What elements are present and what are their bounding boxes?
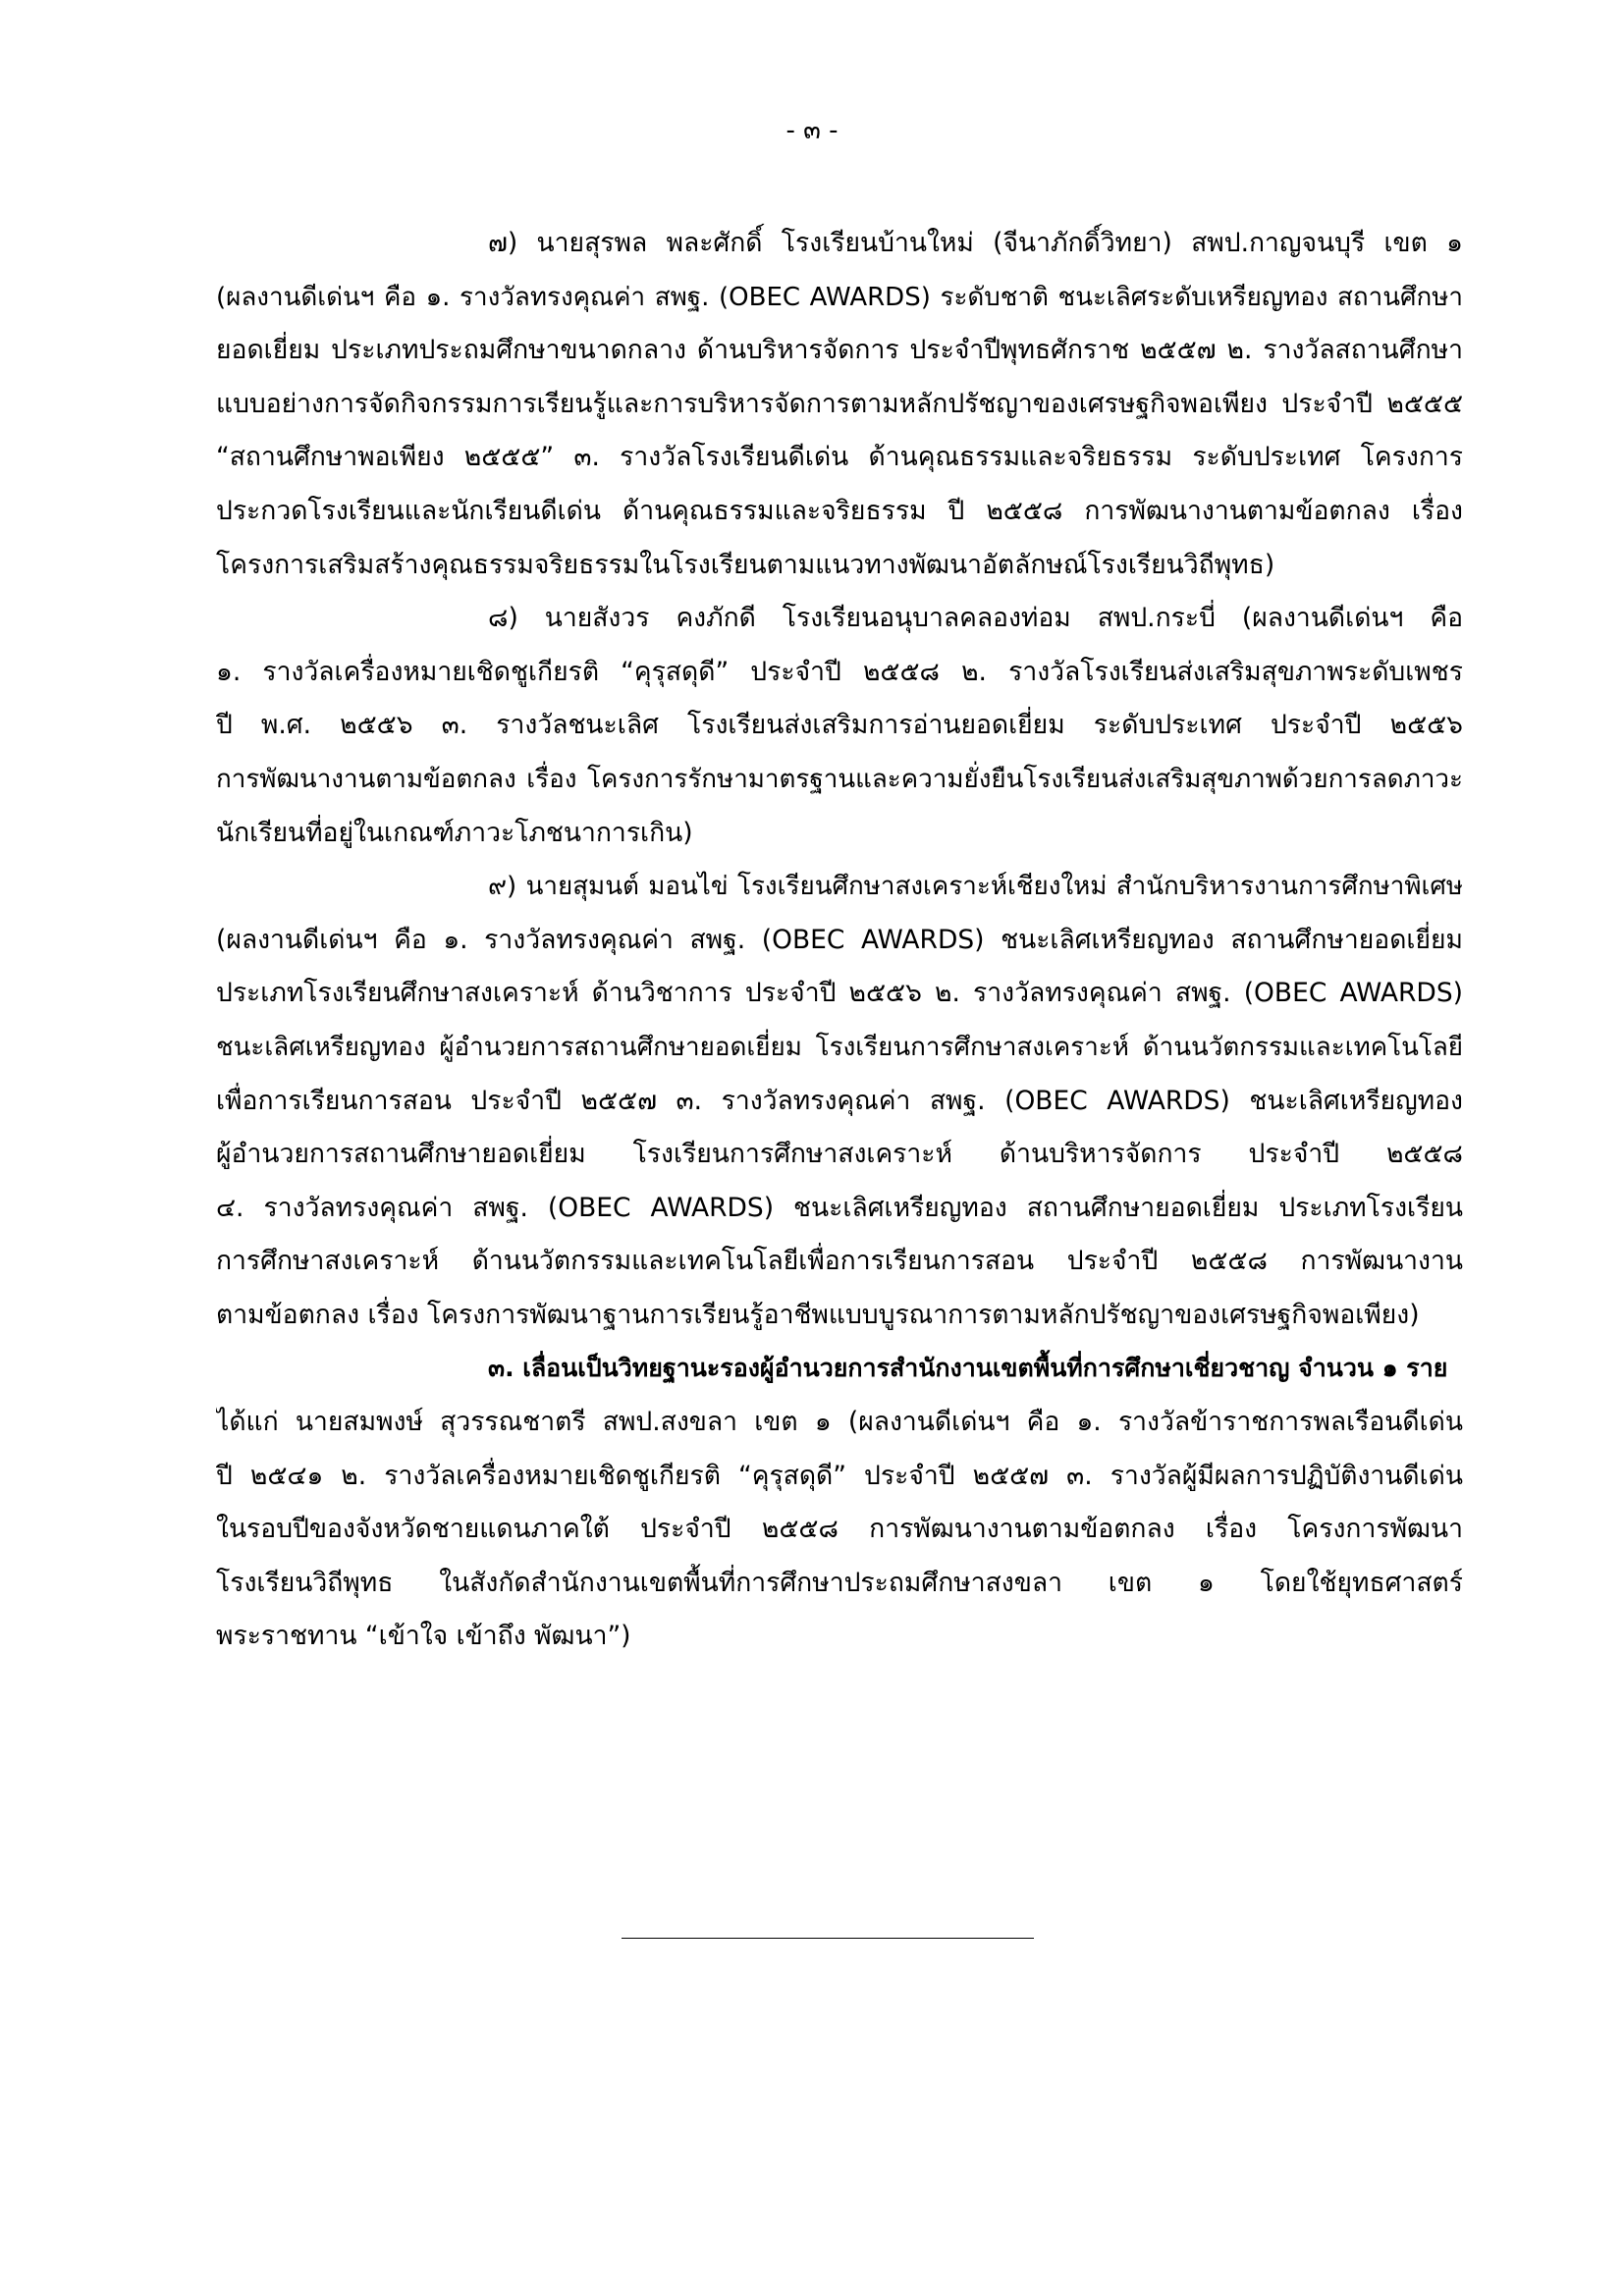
paragraph-line: ๘) นายสังวร คงภักดี โรงเรียนอนุบาลคลองท่อม สพป.กระบี่ (ผลงานดีเด่นฯ คือ — [488, 603, 1463, 634]
paragraph-line: ๔. รางวัลทรงคุณค่า สพฐ. (OBEC AWARDS) ชนะเลิศเหรียญทอง สถานศึกษายอดเยี่ยม ประเภทโรงเรียน — [216, 1192, 1463, 1223]
section-heading: ๓. เลื่อนเป็นวิทยฐานะรองผู้อำนวยการสำนักงานเขตพื้นที่การศึกษาเชี่ยวชาญ จำนวน ๑ ราย — [488, 1354, 1448, 1383]
document-body — [216, 217, 1463, 1664]
paragraph-line: ปี ๒๕๔๑ ๒. รางวัลเครื่องหมายเชิดชูเกียรติ “คุรุสดุดี” ประจำปี ๒๕๕๗ ๓. รางวัลผู้มีผลการปฏิบัติงานดีเด่น — [216, 1460, 1463, 1491]
paragraph-line: (ผลงานดีเด่นฯ คือ ๑. รางวัลทรงคุณค่า สพฐ. (OBEC AWARDS) ระดับชาติ ชนะเลิศระดับเหรียญทอง สถานศึกษา — [216, 282, 1463, 312]
paragraph-line: พระราชทาน “เข้าใจ เข้าถึง พัฒนา”) — [216, 1621, 631, 1652]
paragraph-line: (ผลงานดีเด่นฯ คือ ๑. รางวัลทรงคุณค่า สพฐ. (OBEC AWARDS) ชนะเลิศเหรียญทอง สถานศึกษายอดเยี่ยม — [216, 924, 1463, 955]
paragraph-item-8 — [216, 592, 1463, 860]
paragraph-line: “สถานศึกษาพอเพียง ๒๕๕๕” ๓. รางวัลโรงเรียนดีเด่น ด้านคุณธรรมและจริยธรรม ระดับประเทศ โครงการ — [216, 442, 1463, 473]
paragraph-line: ๑. รางวัลเครื่องหมายเชิดชูเกียรติ “คุรุสดุดี” ประจำปี ๒๕๕๘ ๒. รางวัลโรงเรียนส่งเสริมสุขภาพระดับเพชร — [216, 656, 1463, 687]
paragraph-line: ยอดเยี่ยม ประเภทประถมศึกษาขนาดกลาง ด้านบริหารจัดการ ประจำปีพุทธศักราช ๒๕๕๗ ๒. รางวัลสถานศึกษา — [216, 335, 1463, 366]
paragraph-line: แบบอย่างการจัดกิจกรรมการเรียนรู้และการบริหารจัดการตามหลักปรัชญาของเศรษฐกิจพอเพียง ประจำปี ๒๕๕๕ — [216, 388, 1463, 419]
paragraph-line: ได้แก่ นายสมพงษ์ สุวรรณชาตรี สพป.สงขลา เขต ๑ (ผลงานดีเด่นฯ คือ ๑. รางวัลข้าราชการพลเรือนดีเด่น — [216, 1407, 1463, 1438]
page-number: - ๓ - — [785, 116, 839, 145]
paragraph-item-9 — [216, 860, 1463, 1342]
paragraph-line: ชนะเลิศเหรียญทอง ผู้อำนวยการสถานศึกษายอดเยี่ยม โรงเรียนการศึกษาสงเคราะห์ ด้านนวัตกรรมและเทคโนโลยี — [216, 1032, 1463, 1062]
paragraph-line: ผู้อำนวยการสถานศึกษายอดเยี่ยม โรงเรียนการศึกษาสงเคราะห์ ด้านบริหารจัดการ ประจำปี ๒๕๕๘ — [216, 1139, 1463, 1170]
end-divider-line — [622, 1938, 1034, 1939]
paragraph-line: เพื่อการเรียนการสอน ประจำปี ๒๕๕๗ ๓. รางวัลทรงคุณค่า สพฐ. (OBEC AWARDS) ชนะเลิศเหรียญทอง — [216, 1085, 1463, 1116]
paragraph-line: ๙) นายสุมนต์ มอนไข่ โรงเรียนศึกษาสงเคราะห์เชียงใหม่ สำนักบริหารงานการศึกษาพิเศษ — [488, 872, 1463, 902]
paragraph-line: ปี พ.ศ. ๒๕๕๖ ๓. รางวัลชนะเลิศ โรงเรียนส่งเสริมการอ่านยอดเยี่ยม ระดับประเทศ ประจำปี ๒๕๕๖ — [216, 710, 1463, 741]
paragraph-item-7 — [216, 217, 1463, 592]
paragraph-line: ในรอบปีของจังหวัดชายแดนภาคใต้ ประจำปี ๒๕๕๘ การพัฒนางานตามข้อตกลง เรื่อง โครงการพัฒนา — [216, 1514, 1463, 1545]
paragraph-line: โครงการเสริมสร้างคุณธรรมจริยธรรมในโรงเรียนตามแนวทางพัฒนาอัตลักษณ์โรงเรียนวิถีพุทธ) — [216, 549, 1275, 580]
paragraph-line: ประเภทโรงเรียนศึกษาสงเคราะห์ ด้านวิชาการ ประจำปี ๒๕๕๖ ๒. รางวัลทรงคุณค่า สพฐ. (OBEC AWARDS) — [216, 978, 1463, 1009]
paragraph-line: ประกวดโรงเรียนและนักเรียนดีเด่น ด้านคุณธรรมและจริยธรรม ปี ๒๕๕๘ การพัฒนางานตามข้อตกลง เรื่อง — [216, 495, 1463, 526]
section-3 — [216, 1342, 1463, 1664]
paragraph-line: ตามข้อตกลง เรื่อง โครงการพัฒนาฐานการเรียนรู้อาชีพแบบบูรณาการตามหลักปรัชญาของเศรษฐกิจพอเพียง) — [216, 1299, 1420, 1330]
paragraph-line: นักเรียนที่อยู่ในเกณฑ์ภาวะโภชนาการเกิน) — [216, 817, 693, 848]
paragraph-line: โรงเรียนวิถีพุทธ ในสังกัดสำนักงานเขตพื้นที่การศึกษาประถมศึกษาสงขลา เขต ๑ โดยใช้ยุทธศาสตร์ — [216, 1567, 1463, 1598]
paragraph-line: การศึกษาสงเคราะห์ ด้านนวัตกรรมและเทคโนโลยีเพื่อการเรียนการสอน ประจำปี ๒๕๕๘ การพัฒนางาน — [216, 1246, 1463, 1277]
paragraph-line: การพัฒนางานตามข้อตกลง เรื่อง โครงการรักษามาตรฐานและความยั่งยืนโรงเรียนส่งเสริมสุขภาพด้วยการลดภาวะ — [216, 764, 1463, 794]
paragraph-line: ๗) นายสุรพล พละศักดิ์ โรงเรียนบ้านใหม่ (จีนาภักดิ์วิทยา) สพป.กาญจนบุรี เขต ๑ — [488, 228, 1463, 258]
